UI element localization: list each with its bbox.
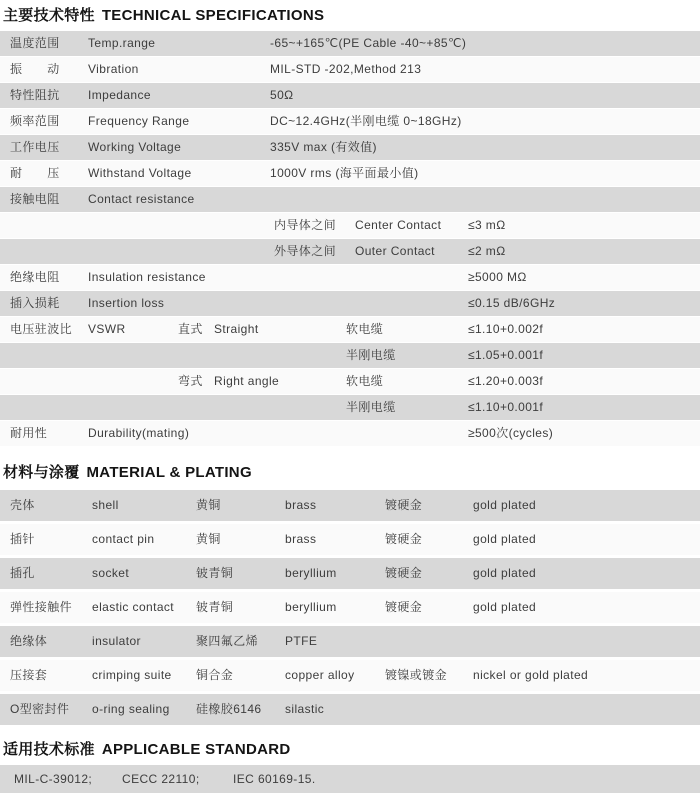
material-row-contact-pin (0, 524, 700, 558)
spec-value: ≤1.10+0.002f (468, 322, 544, 336)
spec-row-vswr-rightangle-flexible (0, 369, 700, 395)
spec-label-en: Frequency Range (88, 114, 190, 128)
plating-zh: 镀硬金 (385, 600, 423, 614)
spec-value: 50Ω (270, 88, 294, 102)
part-en: crimping suite (92, 668, 172, 682)
part-en: insulator (92, 634, 141, 648)
material-en: PTFE (285, 634, 318, 648)
spec-sublabel-en: Outer Contact (355, 244, 435, 258)
material-en: brass (285, 532, 317, 546)
spec-row-vswr-rightangle-semirigid (0, 395, 700, 421)
spec-label-zh: 振 动 (10, 62, 60, 76)
standard-title-en: APPLICABLE STANDARD (101, 741, 291, 758)
standard-item: IEC 60169-15. (233, 772, 316, 786)
part-en: contact pin (92, 532, 155, 546)
part-zh: 插针 (10, 532, 35, 546)
spec-label-zh: 特性阻抗 (10, 88, 60, 102)
specs-section-title (3, 4, 324, 25)
material-en: beryllium (285, 600, 337, 614)
plating-zh: 镀硬金 (385, 498, 423, 512)
plating-en: gold plated (473, 600, 537, 614)
spec-row-contact-resistance (0, 187, 700, 213)
standard-title-zh: 适用技术标准 (3, 741, 95, 758)
spec-row-impedance (0, 83, 700, 109)
material-zh: 铜合金 (196, 668, 234, 682)
plating-zh: 镀硬金 (385, 566, 423, 580)
part-en: o-ring sealing (92, 702, 170, 716)
spec-value: 335V max (有效值) (270, 140, 377, 154)
part-en: elastic contact (92, 600, 175, 614)
material-title-zh: 材料与涂覆 (3, 464, 80, 481)
standard-section-title (3, 738, 291, 759)
spec-value: ≤2 mΩ (468, 244, 506, 258)
spec-style-zh: 弯式 (178, 374, 203, 388)
spec-style-en: Right angle (214, 374, 280, 388)
plating-en: nickel or gold plated (473, 668, 589, 682)
plating-zh: 镀硬金 (385, 532, 423, 546)
plating-en: gold plated (473, 498, 537, 512)
spec-label-zh: 电压驻波比 (10, 322, 73, 336)
spec-label-en: Insertion loss (88, 296, 165, 310)
material-row-shell (0, 490, 700, 524)
plating-en: gold plated (473, 532, 537, 546)
part-en: shell (92, 498, 119, 512)
material-row-insulator (0, 626, 700, 660)
spec-cable-type: 软电缆 (346, 322, 384, 336)
spec-label-zh: 耐 压 (10, 166, 60, 180)
standard-item: CECC 22110; (122, 772, 200, 786)
spec-sublabel-zh: 内导体之间 (274, 218, 337, 232)
standard-item: MIL-C-39012; (14, 772, 93, 786)
spec-cable-type: 软电缆 (346, 374, 384, 388)
material-section-title (3, 461, 252, 482)
spec-row-temp-range (0, 31, 700, 57)
plating-zh: 镀镍或镀金 (385, 668, 448, 682)
material-zh: 硅橡胶6146 (196, 702, 262, 716)
spec-label-en: Impedance (88, 88, 151, 102)
spec-cable-type: 半刚电缆 (346, 348, 396, 362)
material-zh: 铍青铜 (196, 566, 234, 580)
spec-label-en: VSWR (88, 322, 126, 336)
spec-label-en: Vibration (88, 62, 139, 76)
spec-row-working-voltage (0, 135, 700, 161)
material-zh: 黄铜 (196, 498, 221, 512)
material-title-en: MATERIAL & PLATING (86, 464, 252, 481)
spec-style-en: Straight (214, 322, 259, 336)
specs-title-en: TECHNICAL SPECIFICATIONS (101, 7, 325, 24)
spec-value: ≤0.15 dB/6GHz (468, 296, 556, 310)
spec-label-zh: 接触电阻 (10, 192, 60, 206)
part-en: socket (92, 566, 130, 580)
part-zh: 绝缘体 (10, 634, 48, 648)
spec-label-zh: 插入损耗 (10, 296, 60, 310)
spec-label-en: Insulation resistance (88, 270, 206, 284)
specs-table (0, 31, 700, 447)
spec-row-vswr-straight-flexible (0, 317, 700, 343)
material-zh: 铍青铜 (196, 600, 234, 614)
material-en: brass (285, 498, 317, 512)
spec-label-zh: 温度范围 (10, 36, 60, 50)
spec-value: ≥500次(cycles) (468, 426, 554, 440)
spec-label-zh: 工作电压 (10, 140, 60, 154)
part-zh: O型密封件 (10, 702, 70, 716)
spec-value: ≥5000 MΩ (468, 270, 527, 284)
spec-row-frequency-range (0, 109, 700, 135)
spec-row-withstand-voltage (0, 161, 700, 187)
material-row-oring-sealing (0, 694, 700, 728)
spec-cable-type: 半刚电缆 (346, 400, 396, 414)
spec-value: ≤3 mΩ (468, 218, 506, 232)
spec-style-zh: 直式 (178, 322, 203, 336)
spec-value: ≤1.20+0.003f (468, 374, 544, 388)
material-row-socket (0, 558, 700, 592)
material-table (0, 490, 700, 728)
spec-value: ≤1.05+0.001f (468, 348, 544, 362)
spec-value: DC~12.4GHz(半刚电缆 0~18GHz) (270, 114, 462, 128)
part-zh: 插孔 (10, 566, 35, 580)
spec-label-en: Withstand Voltage (88, 166, 192, 180)
spec-row-vswr-straight-semirigid (0, 343, 700, 369)
spec-label-zh: 频率范围 (10, 114, 60, 128)
spec-label-en: Durability(mating) (88, 426, 190, 440)
spec-value: -65~+165℃(PE Cable -40~+85℃) (270, 36, 467, 50)
material-zh: 聚四氟乙烯 (196, 634, 259, 648)
standard-row (0, 765, 700, 793)
spec-value: 1000V rms (海平面最小值) (270, 166, 419, 180)
plating-en: gold plated (473, 566, 537, 580)
spec-label-en: Contact resistance (88, 192, 195, 206)
specs-title-zh: 主要技术特性 (3, 7, 95, 24)
material-row-elastic-contact (0, 592, 700, 626)
spec-label-zh: 耐用性 (10, 426, 48, 440)
part-zh: 弹性接触件 (10, 600, 73, 614)
spec-sublabel-zh: 外导体之间 (274, 244, 337, 258)
spec-row-center-contact (0, 213, 700, 239)
spec-row-outer-contact (0, 239, 700, 265)
spec-row-durability (0, 421, 700, 447)
spec-label-en: Working Voltage (88, 140, 182, 154)
standard-table (0, 765, 700, 793)
spec-row-vibration (0, 57, 700, 83)
material-en: silastic (285, 702, 325, 716)
spec-row-insertion-loss (0, 291, 700, 317)
spec-sublabel-en: Center Contact (355, 218, 442, 232)
part-zh: 壳体 (10, 498, 35, 512)
spec-label-en: Temp.range (88, 36, 156, 50)
spec-value: ≤1.10+0.001f (468, 400, 544, 414)
material-en: copper alloy (285, 668, 355, 682)
spec-row-insulation-resistance (0, 265, 700, 291)
spec-label-zh: 绝缘电阻 (10, 270, 60, 284)
material-zh: 黄铜 (196, 532, 221, 546)
material-row-crimping-suite (0, 660, 700, 694)
spec-value: MIL-STD -202,Method 213 (270, 62, 422, 76)
material-en: beryllium (285, 566, 337, 580)
part-zh: 压接套 (10, 668, 48, 682)
